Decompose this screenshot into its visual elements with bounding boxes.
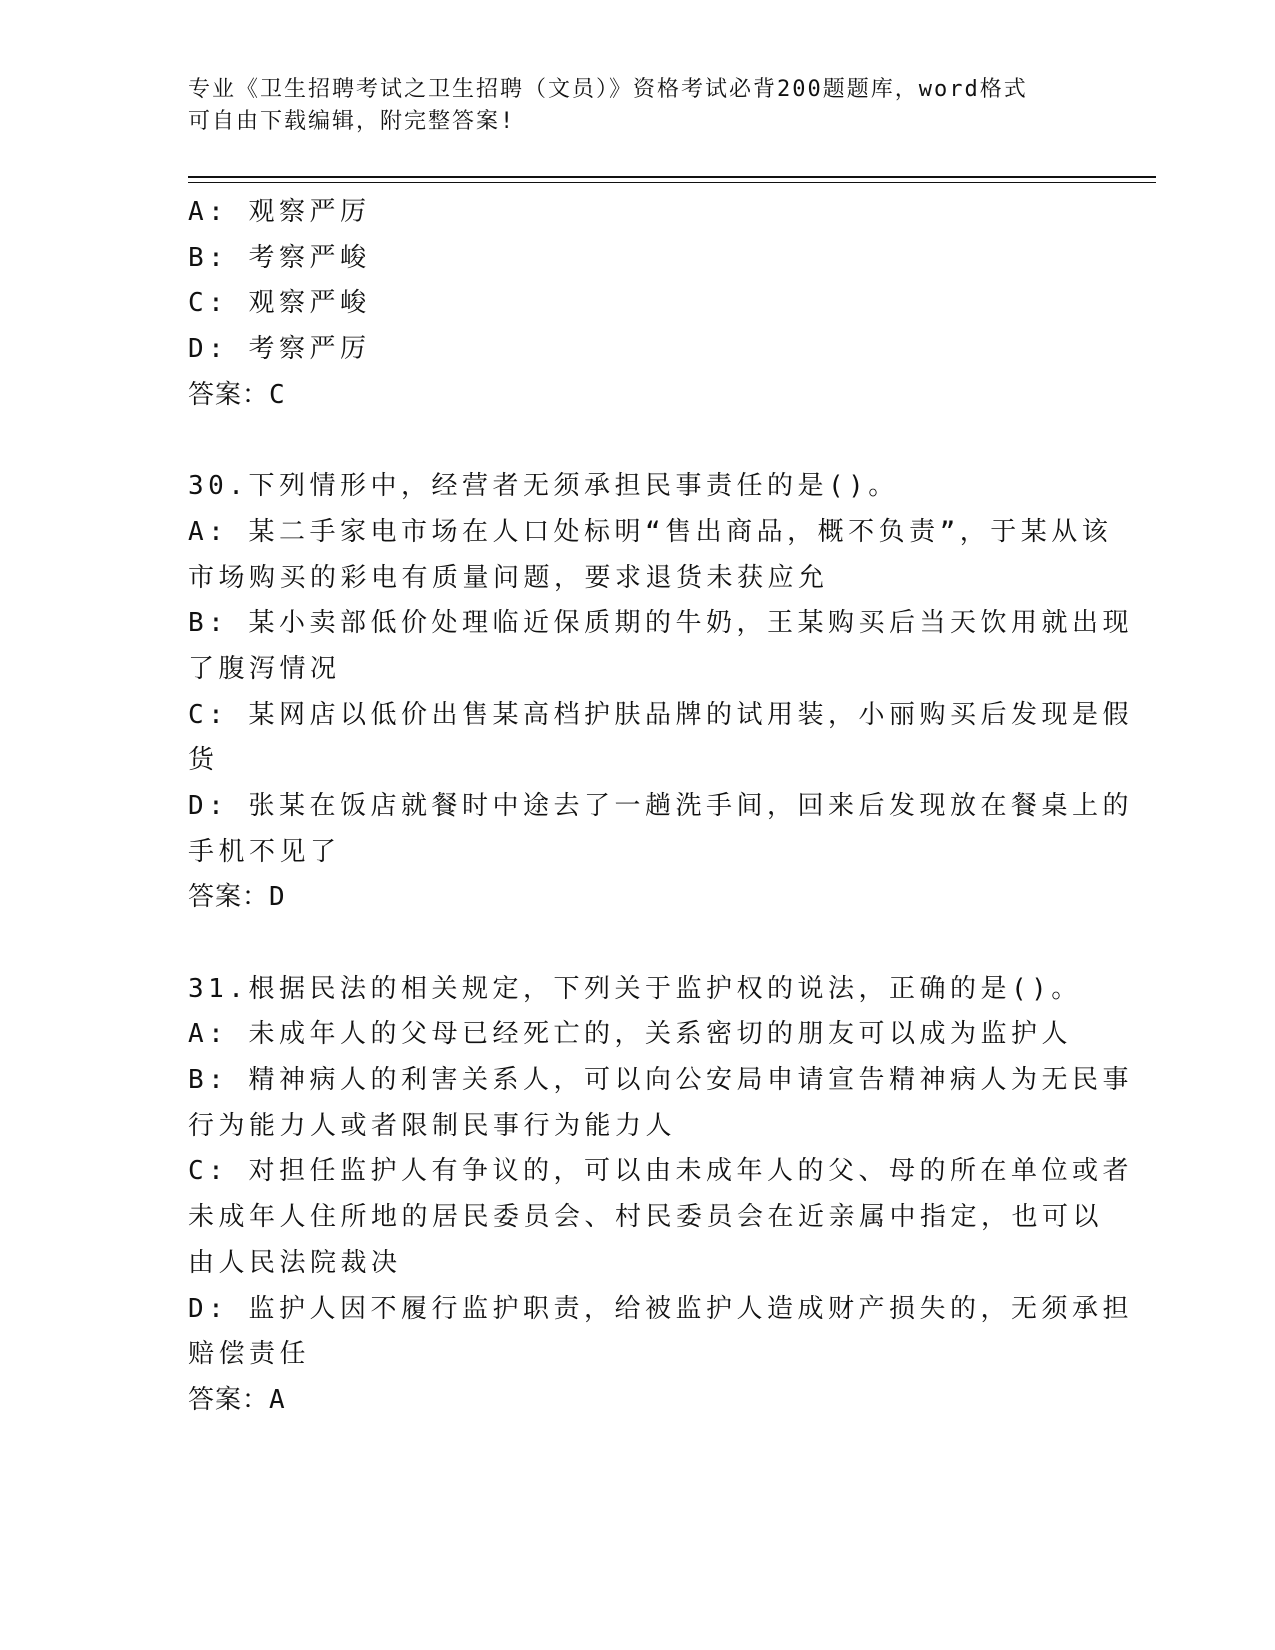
q30-option-d-line-1: D: 张某在饭店就餐时中途去了一趟洗手间，回来后发现放在餐桌上的	[188, 790, 1133, 821]
q31-option-b-line-2: 行为能力人或者限制民事行为能力人	[188, 1110, 677, 1141]
q31-option-c-line-2: 未成年人住所地的居民委员会、村民委员会在近亲属中指定，也可以	[188, 1202, 1104, 1233]
q31-option-c-line-3: 由人民法院裁决	[188, 1247, 402, 1278]
spacer	[188, 418, 1088, 464]
q29-answer: 答案：C	[188, 379, 286, 410]
q29-option-b: B: 考察严峻	[188, 242, 371, 273]
q31-question: 31.根据民法的相关规定，下列关于监护权的说法，正确的是()。	[188, 973, 1082, 1004]
q30-option-a-line-2: 市场购买的彩电有质量问题，要求退货未获应允	[188, 562, 829, 593]
spacer	[188, 921, 1088, 967]
question-body	[188, 190, 1133, 1424]
q31-answer: 答案：A	[188, 1384, 286, 1415]
q30-question: 30.下列情形中，经营者无须承担民事责任的是()。	[188, 471, 899, 502]
q29-option-a: A: 观察严厉	[188, 197, 371, 227]
q30-option-b-line-2: 了腹泻情况	[188, 653, 341, 684]
q30-option-d-line-2: 手机不见了	[188, 836, 341, 867]
q30-option-a-line-1: A: 某二手家电市场在人口处标明“售出商品，概不负责”，于某从该	[188, 516, 1113, 547]
q31-option-b-line-1: B: 精神病人的利害关系人，可以向公安局申请宣告精神病人为无民事	[188, 1065, 1133, 1096]
document-header	[188, 74, 1068, 138]
q30-option-b-line-1: B: 某小卖部低价处理临近保质期的牛奶，王某购买后当天饮用就出现	[188, 608, 1133, 639]
header-line-1: 专业《卫生招聘考试之卫生招聘（文员）》资格考试必背200题题库，word格式	[188, 77, 1028, 102]
header-divider-thin	[188, 182, 1156, 183]
header-line-2: 可自由下载编辑，附完整答案!	[188, 109, 516, 134]
q30-option-c-line-2: 货	[188, 745, 219, 776]
q31-option-d-line-2: 赔偿责任	[188, 1339, 311, 1370]
q30-option-c-line-1: C: 某网店以低价出售某高档护肤品牌的试用装，小丽购买后发现是假	[188, 699, 1133, 730]
q31-option-a-line-1: A: 未成年人的父母已经死亡的，关系密切的朋友可以成为监护人	[188, 1019, 1072, 1050]
header-divider-thick	[188, 176, 1156, 178]
q31-option-d-line-1: D: 监护人因不履行监护职责，给被监护人造成财产损失的，无须承担	[188, 1293, 1133, 1324]
q29-option-c: C: 观察严峻	[188, 288, 371, 319]
q29-option-d: D: 考察严厉	[188, 334, 371, 365]
q31-option-c-line-1: C: 对担任监护人有争议的，可以由未成年人的父、母的所在单位或者	[188, 1156, 1133, 1187]
q30-answer: 答案：D	[188, 882, 286, 913]
